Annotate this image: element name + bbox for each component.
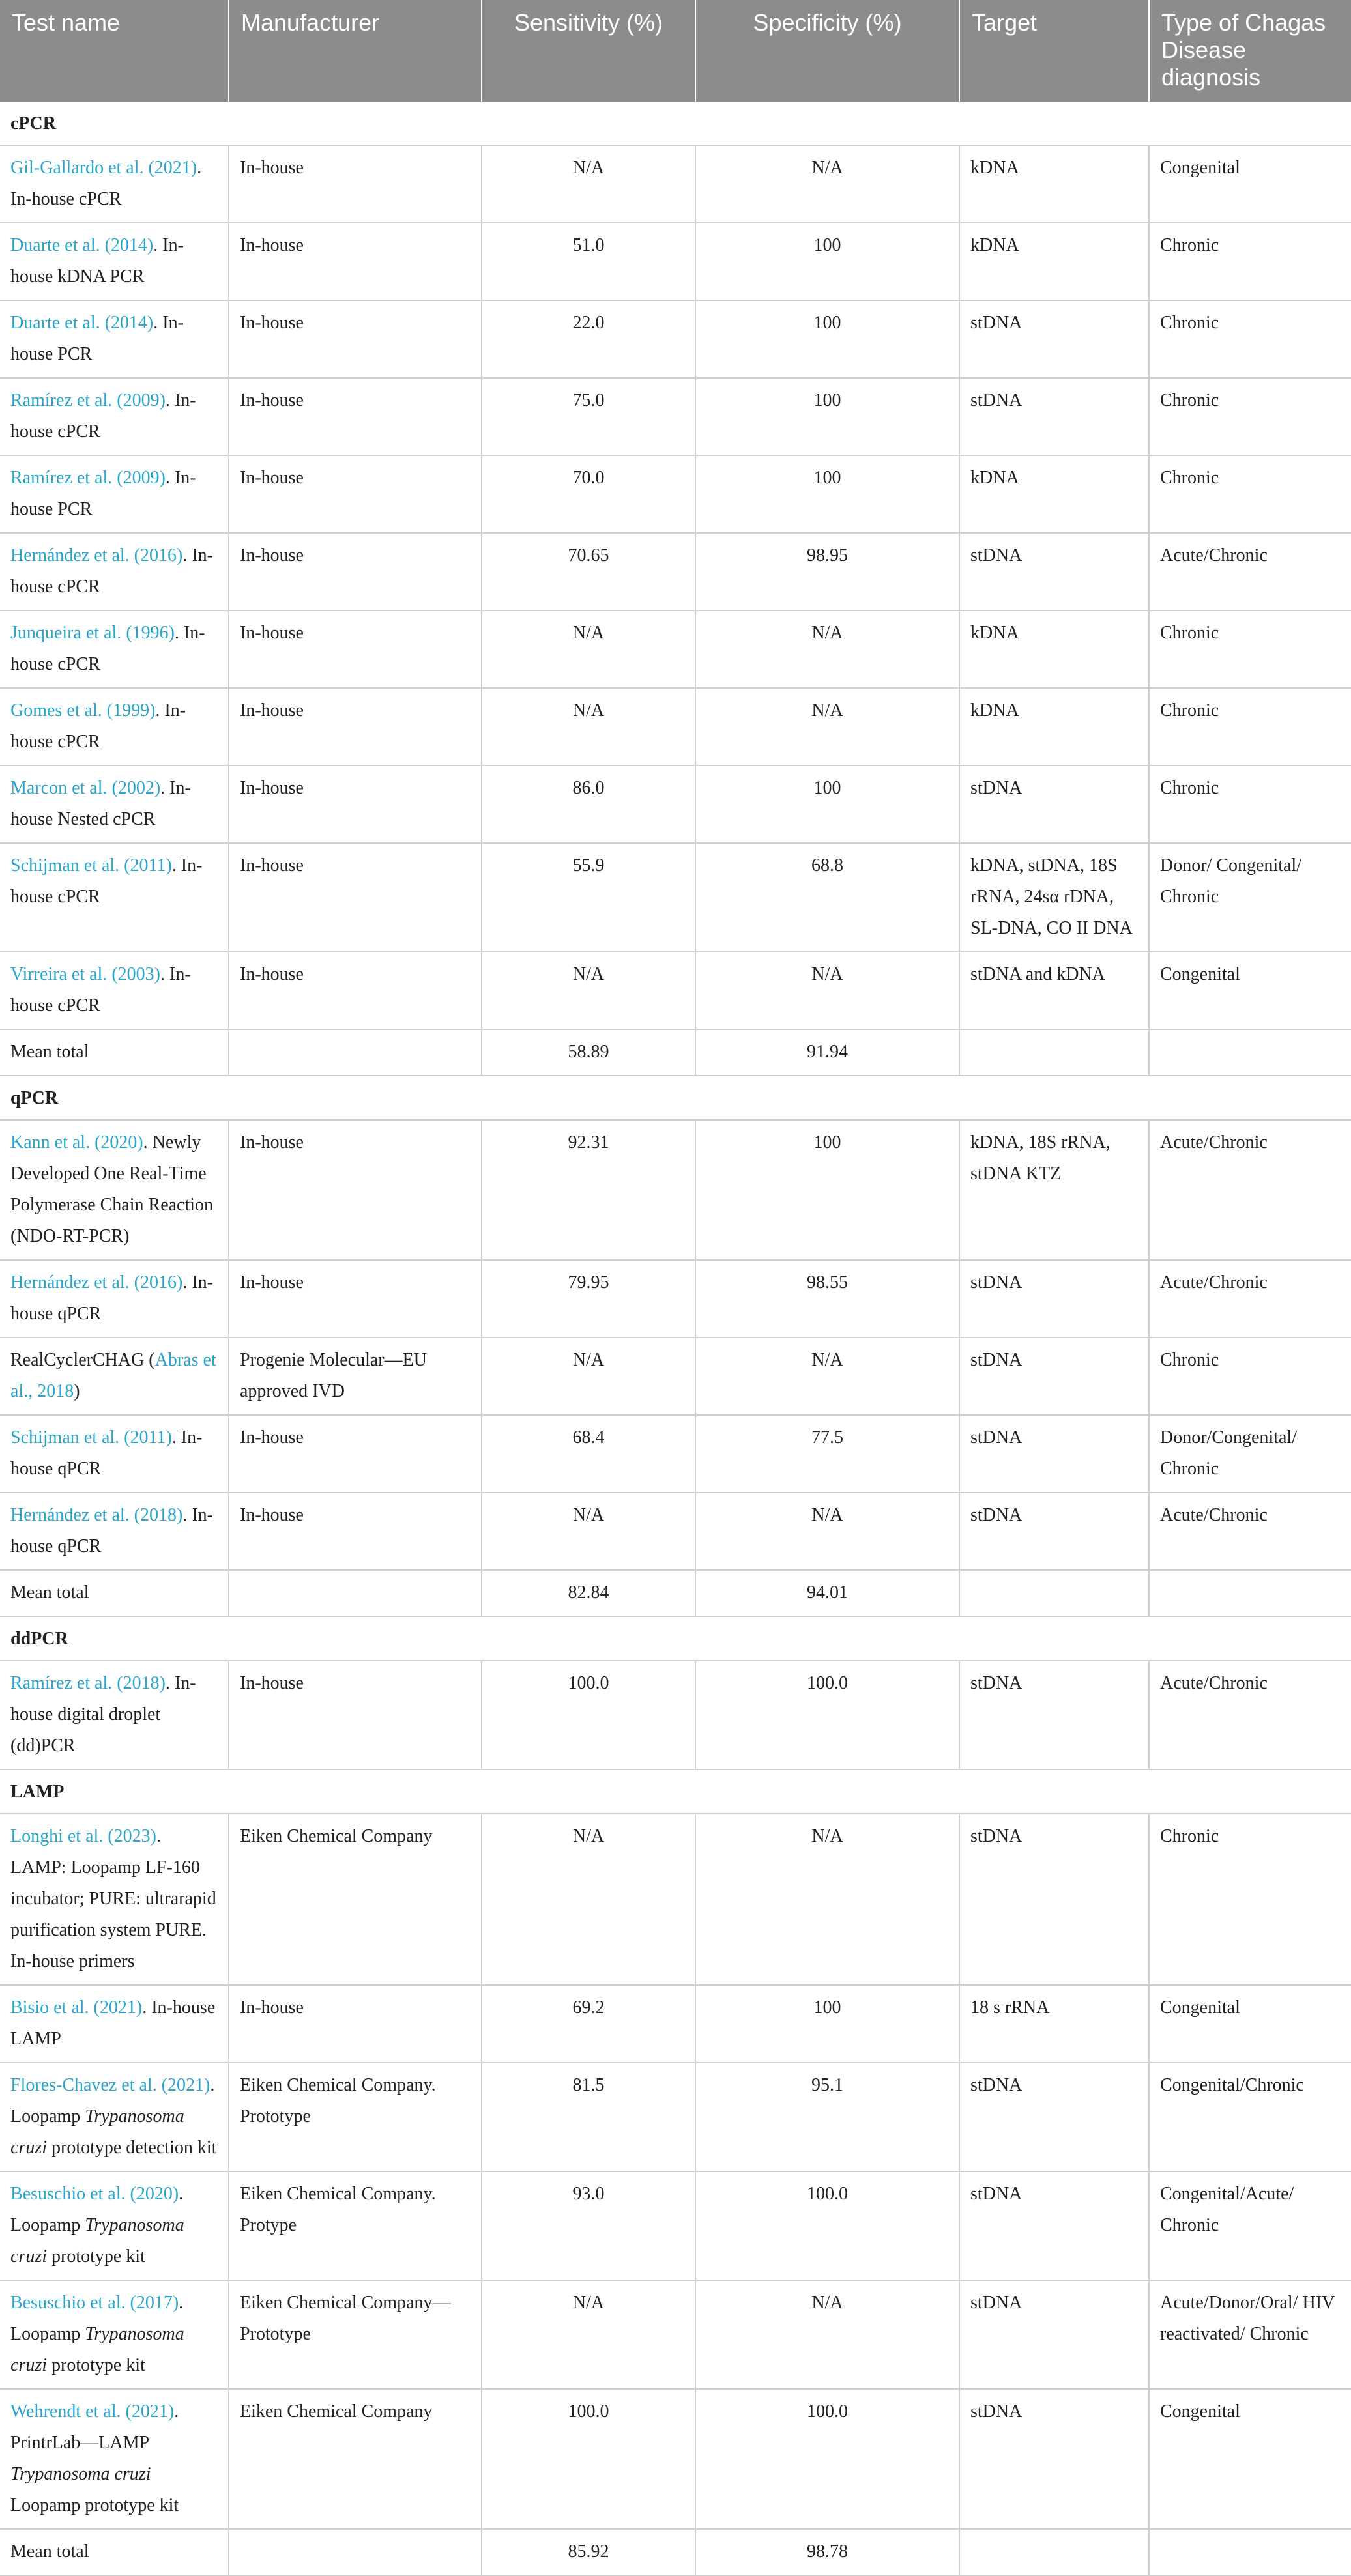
test-name-text: . In-house cPCR bbox=[10, 158, 202, 209]
manufacturer-cell: In-house bbox=[229, 843, 482, 952]
diagnosis-type-cell: Acute/Chronic bbox=[1149, 1260, 1351, 1338]
sensitivity-cell: 68.4 bbox=[482, 1415, 695, 1493]
manufacturer-cell: In-house bbox=[229, 455, 482, 533]
table-row bbox=[0, 1120, 1351, 1260]
test-name-text: . In-house qPCR bbox=[10, 1272, 213, 1324]
table-row bbox=[0, 2171, 1351, 2280]
specificity-cell: 68.8 bbox=[695, 843, 959, 952]
header-diagnosis-type: Type of Chagas Disease diagnosis bbox=[1149, 0, 1351, 102]
reference-link[interactable]: Bisio et al. (2021) bbox=[10, 1997, 143, 2018]
reference-link[interactable]: Gomes et al. (1999) bbox=[10, 700, 156, 721]
diagnosis-type-cell: Congenital/Chronic bbox=[1149, 2063, 1351, 2171]
reference-link[interactable]: Kann et al. (2020) bbox=[10, 1132, 143, 1152]
reference-link[interactable]: Junqueira et al. (1996) bbox=[10, 623, 175, 643]
mean-empty-cell bbox=[229, 1570, 482, 1616]
specificity-cell: N/A bbox=[695, 145, 959, 223]
manufacturer-cell: Eiken Chemical Company bbox=[229, 1814, 482, 1985]
test-name-text: . In-house cPCR bbox=[10, 855, 203, 907]
manufacturer-cell: In-house bbox=[229, 533, 482, 610]
mean-sensitivity: 82.84 bbox=[482, 1570, 695, 1616]
test-name-text: . In-house cPCR bbox=[10, 964, 191, 1016]
mean-empty-cell bbox=[959, 1029, 1149, 1076]
test-name-text: . In-house cPCR bbox=[10, 700, 186, 752]
test-name-text: . In-house cPCR bbox=[10, 623, 205, 674]
manufacturer-cell: In-house bbox=[229, 766, 482, 843]
manufacturer-cell: Progenie Molecular—EU approved IVD bbox=[229, 1338, 482, 1415]
manufacturer-cell: Eiken Chemical Company—Prototype bbox=[229, 2280, 482, 2389]
mean-total-label: Mean total bbox=[0, 1570, 229, 1616]
sensitivity-cell: N/A bbox=[482, 2280, 695, 2389]
reference-link[interactable]: Flores-Chavez et al. (2021) bbox=[10, 2075, 211, 2095]
organism-name: Trypanosoma cruzi bbox=[10, 2106, 184, 2158]
diagnosis-type-cell: Chronic bbox=[1149, 300, 1351, 378]
test-name-cell bbox=[0, 1120, 229, 1260]
diagnosis-type-cell: Congenital bbox=[1149, 1985, 1351, 2063]
test-name-cell bbox=[0, 2280, 229, 2389]
diagnosis-type-cell: Congenital bbox=[1149, 2389, 1351, 2529]
test-name-cell bbox=[0, 378, 229, 455]
section-row bbox=[0, 1769, 1351, 1814]
sensitivity-cell: N/A bbox=[482, 1493, 695, 1570]
sensitivity-cell: 92.31 bbox=[482, 1120, 695, 1260]
table-row bbox=[0, 843, 1351, 952]
test-name-text: . In-house digital droplet (dd)PCR bbox=[10, 1673, 196, 1756]
test-name-cell bbox=[0, 1814, 229, 1985]
sensitivity-cell: 70.0 bbox=[482, 455, 695, 533]
test-name-cell bbox=[0, 2389, 229, 2529]
table-row bbox=[0, 1985, 1351, 2063]
sensitivity-cell: N/A bbox=[482, 610, 695, 688]
section-title: LAMP bbox=[0, 1769, 1351, 1814]
reference-link[interactable]: Ramírez et al. (2009) bbox=[10, 390, 166, 410]
header-row bbox=[0, 0, 1351, 102]
test-name-suffix: prototype detection kit bbox=[47, 2138, 217, 2158]
test-name-cell bbox=[0, 688, 229, 766]
diagnosis-type-cell: Congenital bbox=[1149, 145, 1351, 223]
table-body bbox=[0, 102, 1351, 2575]
manufacturer-cell: In-house bbox=[229, 378, 482, 455]
mean-sensitivity: 85.92 bbox=[482, 2529, 695, 2575]
sensitivity-cell: 22.0 bbox=[482, 300, 695, 378]
section-title: qPCR bbox=[0, 1076, 1351, 1120]
test-name-cell bbox=[0, 533, 229, 610]
test-name-cell bbox=[0, 610, 229, 688]
table-row bbox=[0, 2063, 1351, 2171]
diagnosis-type-cell: Acute/Chronic bbox=[1149, 533, 1351, 610]
sensitivity-cell: 70.65 bbox=[482, 533, 695, 610]
manufacturer-cell: Eiken Chemical Company bbox=[229, 2389, 482, 2529]
reference-link[interactable]: Schijman et al. (2011) bbox=[10, 855, 172, 876]
diagnosis-type-cell: Acute/Chronic bbox=[1149, 1661, 1351, 1769]
sensitivity-cell: N/A bbox=[482, 1338, 695, 1415]
diagnosis-type-cell: Donor/Congenital/ Chronic bbox=[1149, 1415, 1351, 1493]
diagnosis-type-cell: Chronic bbox=[1149, 1338, 1351, 1415]
manufacturer-cell: In-house bbox=[229, 688, 482, 766]
table-row bbox=[0, 2389, 1351, 2529]
specificity-cell: 100.0 bbox=[695, 1661, 959, 1769]
target-cell: stDNA bbox=[959, 1338, 1149, 1415]
sensitivity-cell: 79.95 bbox=[482, 1260, 695, 1338]
specificity-cell: 100.0 bbox=[695, 2171, 959, 2280]
table-row bbox=[0, 378, 1351, 455]
test-name-cell bbox=[0, 2063, 229, 2171]
reference-link[interactable]: Besuschio et al. (2020) bbox=[10, 2184, 179, 2204]
target-cell: stDNA bbox=[959, 2389, 1149, 2529]
mean-empty-cell bbox=[1149, 1570, 1351, 1616]
test-name-text: . In-house cPCR bbox=[10, 545, 213, 597]
specificity-cell: 98.55 bbox=[695, 1260, 959, 1338]
section-title: ddPCR bbox=[0, 1616, 1351, 1661]
sensitivity-cell: 69.2 bbox=[482, 1985, 695, 2063]
manufacturer-cell: In-house bbox=[229, 1985, 482, 2063]
reference-link[interactable]: Abras et al., 2018 bbox=[10, 1350, 216, 1401]
target-cell: kDNA bbox=[959, 455, 1149, 533]
target-cell: stDNA bbox=[959, 533, 1149, 610]
sensitivity-cell: N/A bbox=[482, 952, 695, 1029]
specificity-cell: 100 bbox=[695, 766, 959, 843]
mean-empty-cell bbox=[229, 1029, 482, 1076]
mean-specificity: 91.94 bbox=[695, 1029, 959, 1076]
manufacturer-cell: In-house bbox=[229, 1415, 482, 1493]
specificity-cell: N/A bbox=[695, 1338, 959, 1415]
target-cell: stDNA bbox=[959, 1661, 1149, 1769]
specificity-cell: 100.0 bbox=[695, 2389, 959, 2529]
test-name-text: . PrintrLab—LAMP bbox=[10, 2401, 179, 2453]
mean-total-row bbox=[0, 2529, 1351, 2575]
test-name-cell bbox=[0, 455, 229, 533]
test-name-cell bbox=[0, 843, 229, 952]
target-cell: kDNA bbox=[959, 145, 1149, 223]
sensitivity-cell: 100.0 bbox=[482, 1661, 695, 1769]
target-cell: kDNA bbox=[959, 223, 1149, 300]
reference-link[interactable]: Wehrendt et al. (2021) bbox=[10, 2401, 175, 2422]
specificity-cell: 100 bbox=[695, 378, 959, 455]
mean-specificity: 94.01 bbox=[695, 1570, 959, 1616]
diagnosis-type-cell: Acute/Donor/Oral/ HIV reactivated/ Chronic bbox=[1149, 2280, 1351, 2389]
section-row bbox=[0, 1076, 1351, 1120]
sensitivity-cell: 51.0 bbox=[482, 223, 695, 300]
test-name-text: . In-house LAMP bbox=[10, 1997, 216, 2049]
reference-link[interactable]: Virreira et al. (2003) bbox=[10, 964, 160, 984]
table-row bbox=[0, 766, 1351, 843]
target-cell: kDNA, 18S rRNA, stDNA KTZ bbox=[959, 1120, 1149, 1260]
reference-link[interactable]: Longhi et al. (2023) bbox=[10, 1826, 156, 1846]
test-name-cell bbox=[0, 1985, 229, 2063]
mean-total-label: Mean total bbox=[0, 1029, 229, 1076]
sensitivity-cell: N/A bbox=[482, 688, 695, 766]
reference-link[interactable]: Ramírez et al. (2009) bbox=[10, 468, 166, 488]
test-name-prefix: RealCyclerCHAG ( bbox=[10, 1350, 155, 1370]
diagnosis-type-cell: Chronic bbox=[1149, 223, 1351, 300]
test-name-text: . In-house kDNA PCR bbox=[10, 235, 184, 287]
specificity-cell: 100 bbox=[695, 300, 959, 378]
reference-link[interactable]: Duarte et al. (2014) bbox=[10, 235, 154, 255]
table-row bbox=[0, 2280, 1351, 2389]
test-name-cell bbox=[0, 1493, 229, 1570]
target-cell: stDNA bbox=[959, 2280, 1149, 2389]
test-name-cell bbox=[0, 223, 229, 300]
table-row bbox=[0, 1493, 1351, 1570]
table-row bbox=[0, 610, 1351, 688]
reference-link[interactable]: Hernández et al. (2018) bbox=[10, 1505, 183, 1525]
table-row bbox=[0, 1661, 1351, 1769]
manufacturer-cell: In-house bbox=[229, 223, 482, 300]
test-name-text: . In-house PCR bbox=[10, 313, 184, 364]
target-cell: stDNA bbox=[959, 300, 1149, 378]
diagnosis-type-cell: Acute/Chronic bbox=[1149, 1493, 1351, 1570]
reference-link[interactable]: Duarte et al. (2014) bbox=[10, 313, 154, 333]
table-row bbox=[0, 145, 1351, 223]
table-row bbox=[0, 223, 1351, 300]
sensitivity-cell: 86.0 bbox=[482, 766, 695, 843]
manufacturer-cell: In-house bbox=[229, 1120, 482, 1260]
manufacturer-cell: In-house bbox=[229, 1661, 482, 1769]
target-cell: stDNA bbox=[959, 2171, 1149, 2280]
specificity-cell: 77.5 bbox=[695, 1415, 959, 1493]
test-name-cell bbox=[0, 766, 229, 843]
test-name-text: . In-house PCR bbox=[10, 468, 196, 519]
test-name-text: . Loopamp bbox=[10, 2184, 184, 2235]
organism-name: Trypanosoma cruzi bbox=[10, 2215, 184, 2267]
specificity-cell: 100 bbox=[695, 1120, 959, 1260]
mean-empty-cell bbox=[959, 1570, 1149, 1616]
specificity-cell: 95.1 bbox=[695, 2063, 959, 2171]
section-row bbox=[0, 1616, 1351, 1661]
test-name-text: ) bbox=[74, 1381, 80, 1401]
diagnosis-type-cell: Chronic bbox=[1149, 610, 1351, 688]
sensitivity-cell: 81.5 bbox=[482, 2063, 695, 2171]
test-name-cell bbox=[0, 1415, 229, 1493]
target-cell: stDNA bbox=[959, 378, 1149, 455]
organism-name: Trypanosoma cruzi bbox=[10, 2324, 184, 2375]
test-name-cell bbox=[0, 1260, 229, 1338]
manufacturer-cell: In-house bbox=[229, 145, 482, 223]
table-row bbox=[0, 1814, 1351, 1985]
target-cell: stDNA bbox=[959, 1814, 1149, 1985]
header-sensitivity: Sensitivity (%) bbox=[482, 0, 695, 102]
diagnosis-type-cell: Donor/ Congenital/ Chronic bbox=[1149, 843, 1351, 952]
table-row bbox=[0, 688, 1351, 766]
organism-name: Trypanosoma cruzi bbox=[10, 2464, 151, 2484]
manufacturer-cell: Eiken Chemical Company. Protype bbox=[229, 2171, 482, 2280]
test-name-cell bbox=[0, 952, 229, 1029]
specificity-cell: N/A bbox=[695, 688, 959, 766]
test-name-text: . In-house qPCR bbox=[10, 1505, 213, 1556]
test-name-cell bbox=[0, 145, 229, 223]
test-name-text: . In-house Nested cPCR bbox=[10, 778, 191, 829]
header-specificity: Specificity (%) bbox=[695, 0, 959, 102]
specificity-cell: N/A bbox=[695, 1814, 959, 1985]
specificity-cell: 100 bbox=[695, 223, 959, 300]
specificity-cell: N/A bbox=[695, 2280, 959, 2389]
specificity-cell: 100 bbox=[695, 1985, 959, 2063]
sensitivity-cell: 100.0 bbox=[482, 2389, 695, 2529]
specificity-cell: N/A bbox=[695, 952, 959, 1029]
target-cell: stDNA bbox=[959, 2063, 1149, 2171]
table-row bbox=[0, 952, 1351, 1029]
header-test-name: Test name bbox=[0, 0, 229, 102]
test-name-text: . In-house cPCR bbox=[10, 390, 196, 442]
diagnosis-type-cell: Chronic bbox=[1149, 1814, 1351, 1985]
diagnosis-type-cell: Acute/Chronic bbox=[1149, 1120, 1351, 1260]
reference-link[interactable]: Ramírez et al. (2018) bbox=[10, 1673, 166, 1693]
test-name-cell bbox=[0, 1661, 229, 1769]
target-cell: stDNA bbox=[959, 1415, 1149, 1493]
sensitivity-cell: 55.9 bbox=[482, 843, 695, 952]
test-name-cell bbox=[0, 1338, 229, 1415]
sensitivity-cell: 93.0 bbox=[482, 2171, 695, 2280]
header-manufacturer: Manufacturer bbox=[229, 0, 482, 102]
target-cell: stDNA bbox=[959, 1260, 1149, 1338]
manufacturer-cell: Eiken Chemical Company. Prototype bbox=[229, 2063, 482, 2171]
mean-specificity: 98.78 bbox=[695, 2529, 959, 2575]
mean-sensitivity: 58.89 bbox=[482, 1029, 695, 1076]
mean-total-label: Mean total bbox=[0, 2529, 229, 2575]
diagnosis-type-cell: Chronic bbox=[1149, 455, 1351, 533]
table-row bbox=[0, 300, 1351, 378]
mean-empty-cell bbox=[1149, 2529, 1351, 2575]
test-name-text: . In-house qPCR bbox=[10, 1427, 203, 1479]
table-row bbox=[0, 533, 1351, 610]
specificity-cell: N/A bbox=[695, 610, 959, 688]
test-name-text: . LAMP: Loopamp LF-160 incubator; PURE: ultrarapid purification system PURE. In-house primers bbox=[10, 1826, 216, 1971]
test-name-suffix: prototype kit bbox=[47, 2355, 145, 2375]
reference-link[interactable]: Schijman et al. (2011) bbox=[10, 1427, 172, 1448]
section-title: cPCR bbox=[0, 102, 1351, 145]
target-cell: 18 s rRNA bbox=[959, 1985, 1149, 2063]
diagnosis-type-cell: Congenital/Acute/ Chronic bbox=[1149, 2171, 1351, 2280]
reference-link[interactable]: Besuschio et al. (2017) bbox=[10, 2293, 179, 2313]
sensitivity-cell: 75.0 bbox=[482, 378, 695, 455]
target-cell: stDNA bbox=[959, 766, 1149, 843]
specificity-cell: N/A bbox=[695, 1493, 959, 1570]
header-target: Target bbox=[959, 0, 1149, 102]
mean-empty-cell bbox=[959, 2529, 1149, 2575]
test-name-text: . Newly Developed One Real-Time Polymerase Chain Reaction (NDO-RT-PCR) bbox=[10, 1132, 214, 1246]
target-cell: kDNA bbox=[959, 688, 1149, 766]
test-name-suffix: prototype kit bbox=[47, 2246, 145, 2267]
manufacturer-cell: In-house bbox=[229, 1260, 482, 1338]
test-name-cell bbox=[0, 2171, 229, 2280]
target-cell: kDNA, stDNA, 18S rRNA, 24sα rDNA, SL-DNA, CO II DNA bbox=[959, 843, 1149, 952]
table-row bbox=[0, 1338, 1351, 1415]
manufacturer-cell: In-house bbox=[229, 610, 482, 688]
manufacturer-cell: In-house bbox=[229, 952, 482, 1029]
table-row bbox=[0, 1415, 1351, 1493]
target-cell: kDNA bbox=[959, 610, 1149, 688]
diagnosis-type-cell: Chronic bbox=[1149, 766, 1351, 843]
table-row bbox=[0, 455, 1351, 533]
mean-empty-cell bbox=[229, 2529, 482, 2575]
section-row bbox=[0, 102, 1351, 145]
test-name-cell bbox=[0, 300, 229, 378]
target-cell: stDNA bbox=[959, 1493, 1149, 1570]
diagnosis-type-cell: Congenital bbox=[1149, 952, 1351, 1029]
manufacturer-cell: In-house bbox=[229, 300, 482, 378]
reference-link[interactable]: Marcon et al. (2002) bbox=[10, 778, 161, 798]
test-name-suffix: Loopamp prototype kit bbox=[10, 2495, 179, 2515]
diagnosis-type-cell: Chronic bbox=[1149, 688, 1351, 766]
sensitivity-cell: N/A bbox=[482, 145, 695, 223]
reference-link[interactable]: Gil-Gallardo et al. (2021) bbox=[10, 158, 197, 178]
mean-total-row bbox=[0, 1570, 1351, 1616]
table-row bbox=[0, 1260, 1351, 1338]
reference-link[interactable]: Hernández et al. (2016) bbox=[10, 545, 183, 565]
test-name-text: . Loopamp bbox=[10, 2075, 215, 2126]
mean-total-row bbox=[0, 1029, 1351, 1076]
manufacturer-cell: In-house bbox=[229, 1493, 482, 1570]
diagnosis-type-cell: Chronic bbox=[1149, 378, 1351, 455]
specificity-cell: 100 bbox=[695, 455, 959, 533]
sensitivity-cell: N/A bbox=[482, 1814, 695, 1985]
specificity-cell: 98.95 bbox=[695, 533, 959, 610]
mean-empty-cell bbox=[1149, 1029, 1351, 1076]
reference-link[interactable]: Hernández et al. (2016) bbox=[10, 1272, 183, 1293]
test-name-text: . Loopamp bbox=[10, 2293, 184, 2344]
target-cell: stDNA and kDNA bbox=[959, 952, 1149, 1029]
